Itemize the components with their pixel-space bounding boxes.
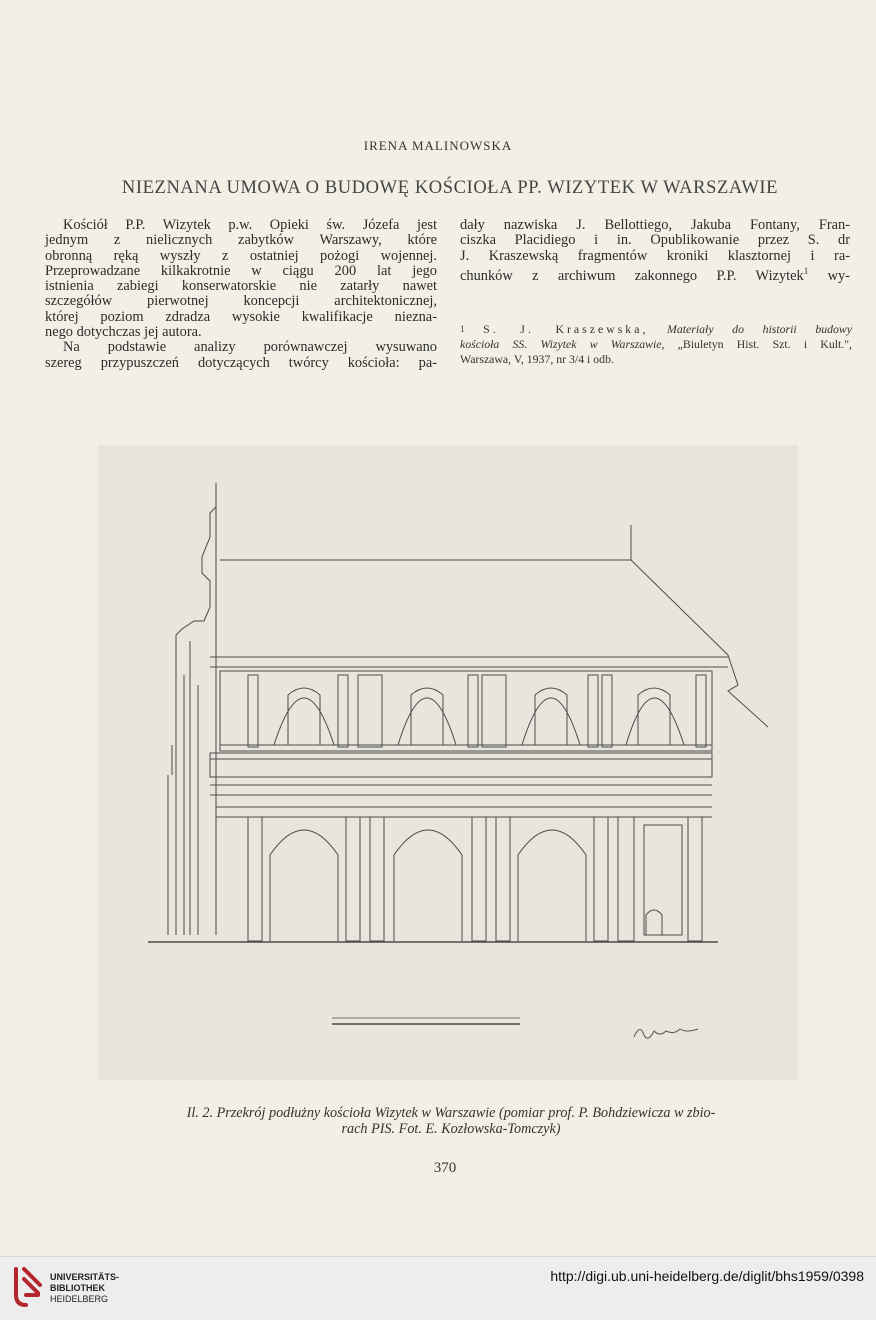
text-line <box>460 264 850 284</box>
text-line: Przeprowadzane kilkakrotnie w ciągu 200 lat jego <box>45 262 437 279</box>
footnote-line <box>460 337 852 352</box>
handwritten-signature-icon <box>634 1029 698 1038</box>
text-line: szczegółów pierwotnej koncepcji architektonicznej, <box>45 293 437 310</box>
text-line: ciszka Placidiego i in. Opublikowanie przez S. dr <box>460 232 850 249</box>
footnote <box>460 322 852 367</box>
text-line: dały nazwiska J. Bellottiego, Jakuba Fontany, Fran- <box>460 217 850 233</box>
footnote-line <box>460 322 852 337</box>
text-line: istnienia zabiegi konserwatorskie nie zatarły nawet <box>45 278 437 295</box>
article-author: IRENA MALINOWSKA <box>363 138 513 153</box>
caption-line: Il. 2. Przekrój podłużny kościoła Wizytek w Warszawie (pomiar prof. P. Bohdziewicza w zbio- <box>186 1105 716 1121</box>
permalink-url[interactable]: http://digi.ub.uni-heidelberg.de/diglit/bhs1959/0398 <box>550 1268 864 1284</box>
text-line: której poziom zdradza wysokie kwalifikacje niezna- <box>45 308 437 325</box>
page-number: 370 <box>433 1160 457 1176</box>
text-line: nego dotychczas jej autora. <box>45 324 202 341</box>
footnote-number: 1 <box>460 324 465 334</box>
text-line: jednym z nielicznych zabytków Warszawy, które <box>45 232 437 249</box>
text-line: Na podstawie analizy porównawczej wysuwano <box>63 339 437 356</box>
footnote-author: S. J. Kraszewska, <box>483 322 649 336</box>
footnote-title: kościoła SS. Wizytek w Warszawie, <box>460 337 665 351</box>
library-name-line: HEIDELBERG <box>50 1294 109 1304</box>
article-title: NIEZNANA UMOWA O BUDOWĘ KOŚCIOŁA PP. WIZYTEK W WARSZAWIE <box>121 178 779 198</box>
footnote-title: Materiały do historii budowy <box>667 322 853 336</box>
library-name-line: BIBLIOTHEK <box>50 1283 105 1293</box>
text-line: szereg przypuszczeń dotyczących twórcy kościoła: pa- <box>45 354 437 371</box>
figure-caption <box>96 1105 806 1137</box>
text-line: J. Kraszewską fragmentów kroniki klasztornej i ra- <box>460 247 850 264</box>
digital-library-footer <box>0 1256 876 1320</box>
text-column-left <box>45 218 437 371</box>
text-line: Kościół P.P. Wizytek p.w. Opieki św. Józefa jest <box>63 217 437 233</box>
text-line: obronną ręką wyszły z ostatniej pożogi wojennej. <box>45 247 437 264</box>
text-column-right <box>460 218 850 284</box>
caption-line: rach PIS. Fot. E. Kozłowska-Tomczyk) <box>341 1121 561 1137</box>
text-fragment: chunków z archiwum zakonnego P.P. Wizytek <box>460 267 804 284</box>
footnote-reference: 1 <box>803 265 809 276</box>
library-name <box>50 1272 119 1305</box>
footnote-line: Warszawa, V, 1937, nr 3/4 i odb. <box>460 352 614 366</box>
library-name-line: UNIVERSITÄTS- <box>50 1272 120 1282</box>
university-library-logo-icon <box>10 1265 44 1311</box>
church-longitudinal-section-drawing <box>98 445 798 1080</box>
text-fragment: wy- <box>827 267 850 284</box>
footnote-source: „Biuletyn Hist. Szt. i Kult.", <box>677 337 852 351</box>
architectural-section-svg <box>98 445 798 1080</box>
